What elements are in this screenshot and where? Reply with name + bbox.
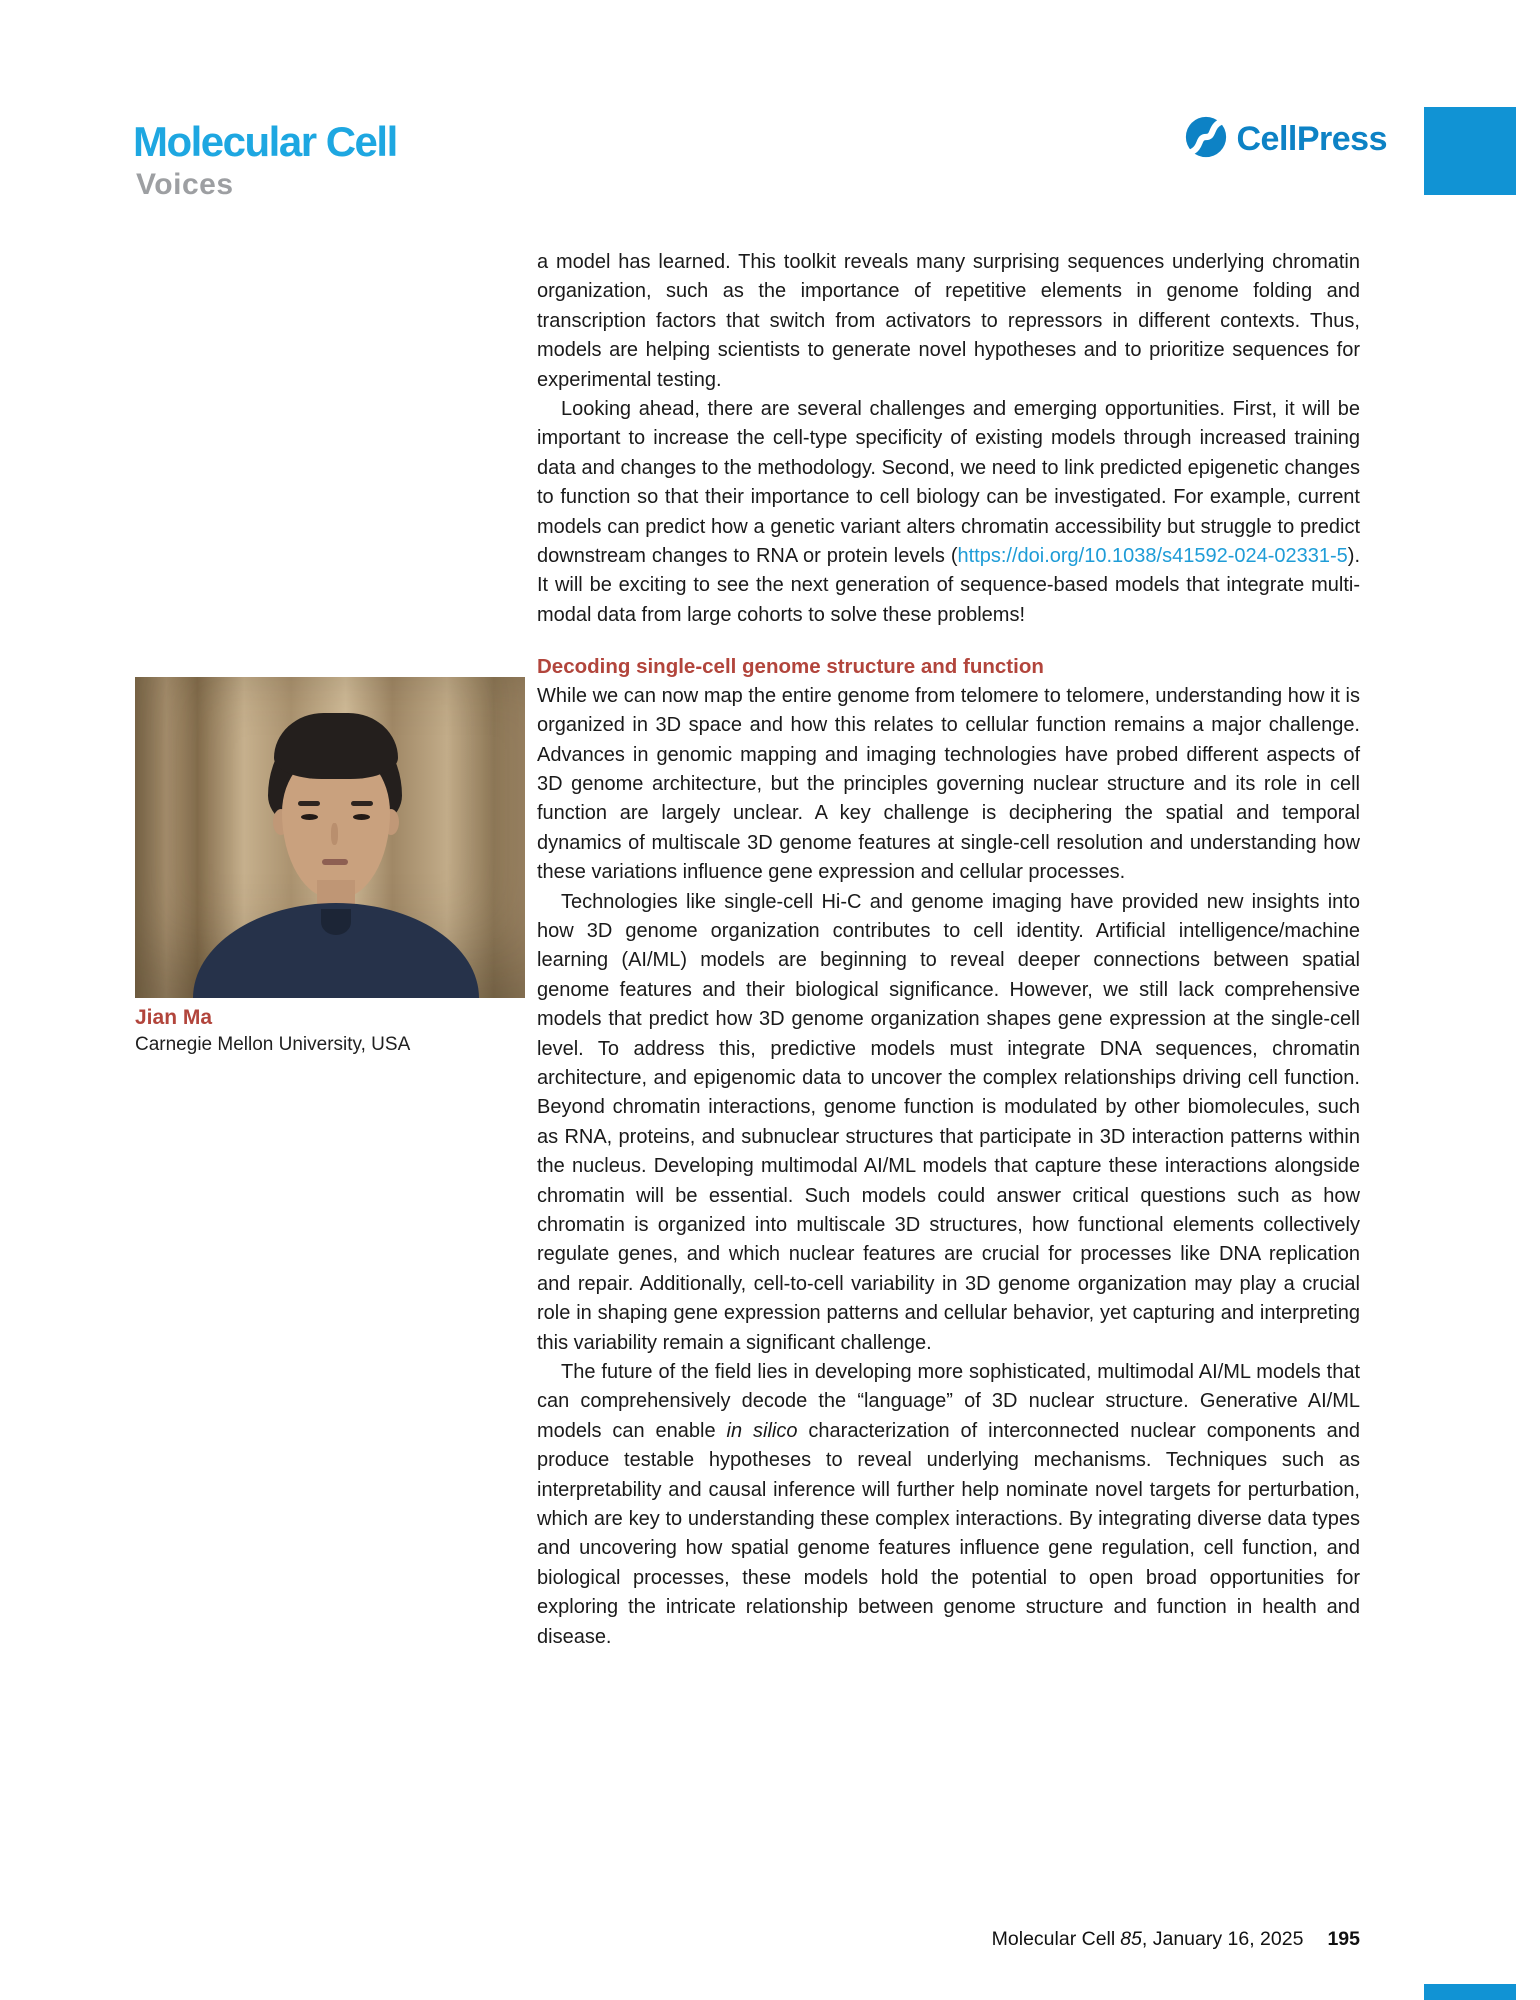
journal-logo: Molecular Cell xyxy=(133,118,397,165)
contributor-affiliation: Carnegie Mellon University, USA xyxy=(135,1034,411,1055)
person-nose xyxy=(331,823,338,845)
photo-caption xyxy=(135,1006,410,1056)
footer-volume: 85 xyxy=(1120,1928,1142,1950)
footer-page-number: 195 xyxy=(1327,1928,1360,1950)
person-mouth xyxy=(322,859,348,865)
person-shirt-collar xyxy=(321,909,351,935)
paragraph-technologies: Technologies like single-cell Hi-C and genome imaging have provided new insights into how 3D genome organization contributes to cell identity. Artificial intelligence/machine learning (AI/ML) models are beginning to reveal deeper connections between spatial genome features and their biological significance. However, we still lack comprehensive models that predict how 3D genome organization shapes gene expression at the single-cell level. To address this, predictive models must integrate DNA sequences, chromatin architecture, and epigenomic data to uncover the complex relationships driving cell function. Beyond chromatin interactions, genome function is modulated by other biomolecules, such as RNA, proteins, and subnuclear structures that participate in 3D interaction patterns within the nucleus. Developing multimodal AI/ML models that capture these interactions alongside chromatin will be essential. Such models could answer critical questions such as how chromatin is organized into multiscale 3D structures, how functional elements collectively regulate genes, and which nuclear features are crucial for processes like DNA replication and repair. Additionally, cell-to-cell variability in 3D genome organization may play a crucial role in shaping gene expression patterns and cellular behavior, yet capturing and interpreting this variability remain a significant challenge. xyxy=(537,890,1360,1354)
person-eyebrow-right xyxy=(351,801,373,806)
person-eyebrow-left xyxy=(298,801,320,806)
person-hair-front xyxy=(274,713,398,779)
publisher-logo xyxy=(982,114,1387,165)
paragraph-future xyxy=(537,1358,1360,1652)
contributor-name: Jian Ma xyxy=(135,1006,213,1029)
section-label: Voices xyxy=(136,168,234,201)
doi-link[interactable]: https://doi.org/10.1038/s41592-024-02331-5 xyxy=(957,545,1348,568)
paragraph-continuation: a model has learned. This toolkit reveals many surprising sequences underlying chromatin organization, such as the importance of repetitive elements in genome folding and transcription factors that switch from activators to repressors in different contexts. Thus, models are helping scientists to generate novel hypotheses and to prioritize sequences for experimental testing. xyxy=(537,251,1360,391)
paragraph-text: Looking ahead, there are several challenges and emerging opportunities. First, it will be important to increase the cell-type specificity of existing models through increased training data and changes to the methodology. Second, we need to link predicted epigenetic changes to function so that their importance to cell biology can be investigated. For example, current models can predict how a genetic variant alters chromatin accessibility but struggle to predict downstream changes to RNA or protein levels ( xyxy=(537,398,1360,568)
article-text-column xyxy=(537,248,1360,1652)
footer-journal-name: Molecular Cell xyxy=(991,1928,1116,1950)
paragraph-while-we-can: While we can now map the entire genome from telomere to telomere, understanding how it is organized in 3D space and how this relates to cellular function remains a major challenge. Advances in genomic mapping and imaging technologies have probed different aspects of 3D genome architecture, but the principles governing nuclear structure and its role in cell function are largely unclear. A key challenge is deciphering the spatial and temporal dynamics of multiscale 3D genome features at single-cell resolution and understanding how these variations influence gene expression and cellular processes. xyxy=(537,684,1360,884)
italic-term: in silico xyxy=(726,1419,798,1442)
paragraph-text: characterization of interconnected nuclear components and produce testable hypotheses to reveal underlying mechanisms. Techniques such as interpretability and causal inference will further help nominate novel targets for perturbation, which are key to understanding these complex interactions. By integrating diverse data types and uncovering how spatial genome features influence gene regulation, cell function, and biological processes, these models hold the potential to open broad opportunities for exploring the intricate relationship between genome structure and function in health and disease. xyxy=(537,1419,1361,1648)
person-eye-left xyxy=(301,814,318,820)
section-heading: Decoding single-cell genome structure and function xyxy=(537,655,1044,679)
portrait-photo xyxy=(135,677,525,998)
paragraph-text: The future of the field lies in developing more sophisticated, multimodal AI/ML models that can comprehensively decode the “language” of 3D nuclear structure. Generative AI/ML models can enable xyxy=(537,1361,1360,1442)
person-eye-right xyxy=(353,814,370,820)
paragraph-text: ). It will be exciting to see the next generation of sequence-based models that integrate multi-modal data from large cohorts to solve these problems! xyxy=(537,545,1360,626)
page-corner-tab-top xyxy=(1424,107,1516,195)
paragraph-looking-ahead xyxy=(537,395,1360,630)
publisher-logo-text: CellPress xyxy=(1236,120,1387,158)
page-corner-tab-bottom xyxy=(1424,1984,1516,2000)
cellpress-logo-icon xyxy=(1183,114,1229,165)
page-footer xyxy=(992,1928,1360,1951)
footer-issue-date: , January 16, 2025 xyxy=(1141,1928,1304,1950)
